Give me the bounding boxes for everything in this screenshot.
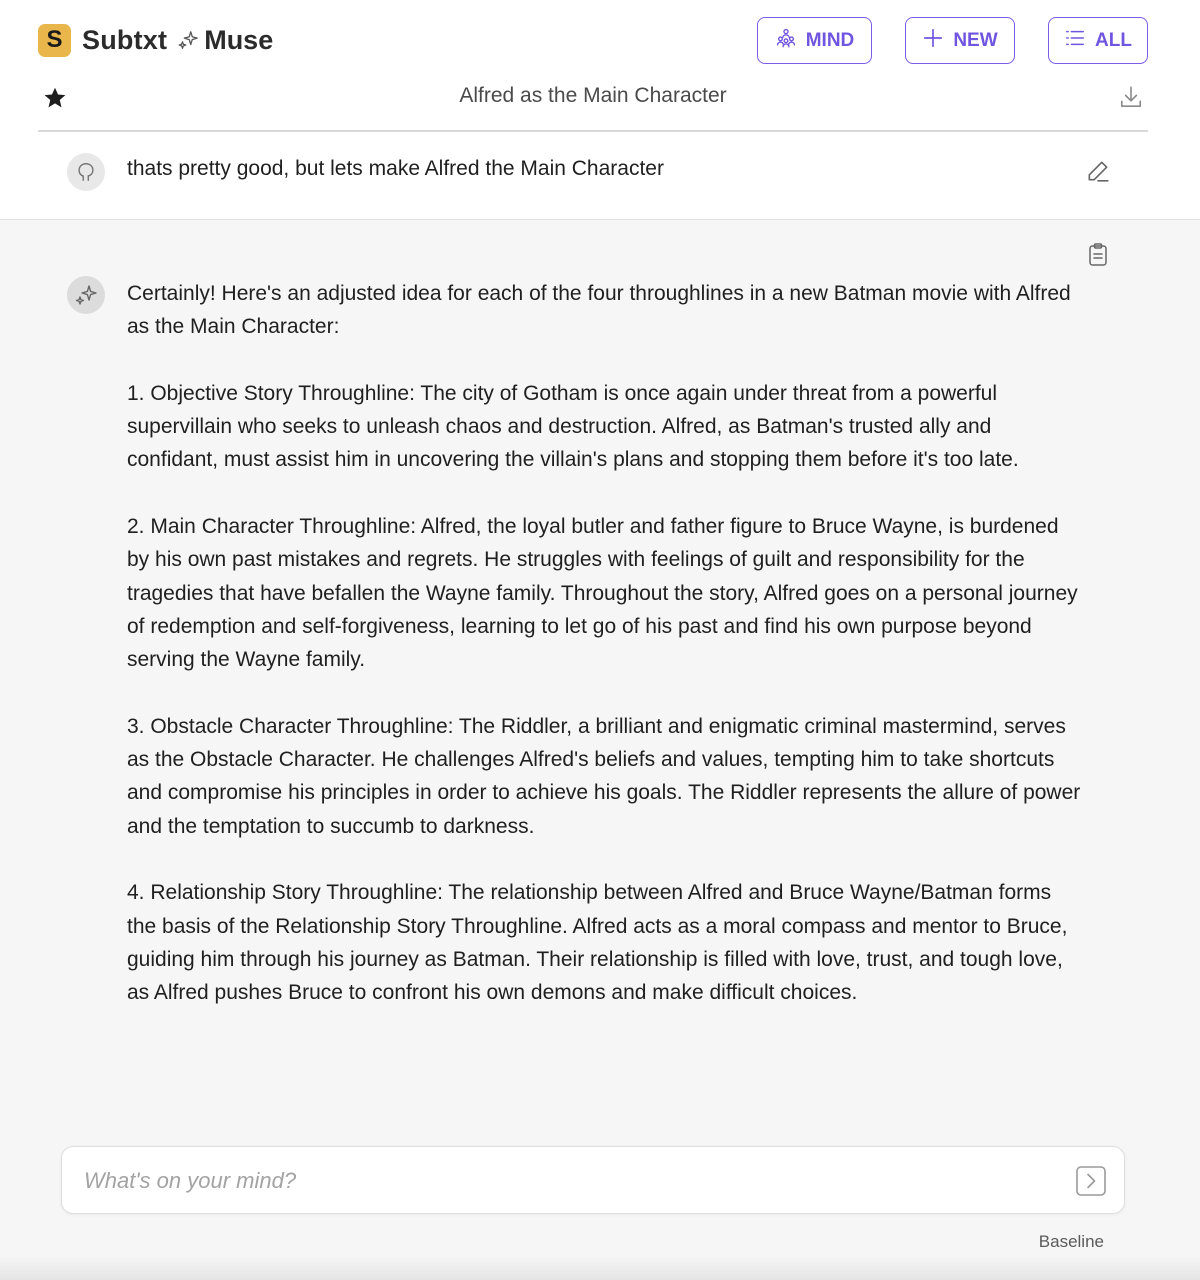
composer xyxy=(61,1146,1125,1214)
assistant-paragraph: 3. Obstacle Character Throughline: The Riddler, a brilliant and enigmatic criminal mastermind, serves as the Obstacle Character. He challenges Alfred's beliefs and values, tempting him to take shortcuts and compromise his principles in order to achieve his goals. The Riddler represents the allure of power and the temptation to succumb to darkness. xyxy=(127,714,1081,838)
divider xyxy=(38,130,1148,132)
assistant-message xyxy=(127,277,1082,1010)
list-icon xyxy=(1064,27,1086,55)
app-logo[interactable] xyxy=(38,24,273,56)
assistant-avatar-icon xyxy=(67,276,105,314)
assistant-paragraph: 4. Relationship Story Throughline: The relationship between Alfred and Bruce Wayne/Batman forms the basis of the Relationship Story Throughline. Alfred acts as a moral compass and mentor to Bruce, guiding him through his journey as Batman. Their relationship is filled with love, trust, and tough love, as Alfred pushes Bruce to confront his own demons and make difficult choices. xyxy=(127,881,1068,1005)
product-name: Muse xyxy=(204,24,274,55)
model-label: Baseline xyxy=(1038,1232,1104,1251)
assistant-paragraph: Certainly! Here's an adjusted idea for each of the four throughlines in a new Batman movie with Alfred as the Main Character: xyxy=(127,282,1071,339)
new-button[interactable] xyxy=(905,17,1015,64)
assistant-paragraph: 2. Main Character Throughline: Alfred, the loyal butler and father figure to Bruce Wayne, is burdened by his own past mistakes and regrets. He struggles with feelings of guilt and responsibility for the tragedies that have befallen the Wayne family. Throughout the story, Alfred goes on a personal journey of redemption and self-forgiveness, learning to let go of his past and find his own purpose beyond serving the Wayne family. xyxy=(127,515,1078,672)
mind-button[interactable] xyxy=(757,17,872,64)
mind-button-label: MIND xyxy=(805,29,855,51)
all-button-label: ALL xyxy=(1095,29,1132,51)
assistant-paragraph: 1. Objective Story Throughline: The city of Gotham is once again under threat from a powerful supervillain who seeks to unleash chaos and destruction. Alfred, as Batman's trusted ally and confidant, must assist him in uncovering the villain's plans and stopping them before it's too late. xyxy=(127,381,1019,472)
send-icon[interactable] xyxy=(1075,1165,1107,1202)
user-avatar-icon xyxy=(67,153,105,191)
sparkle-icon xyxy=(177,29,199,51)
message-input[interactable] xyxy=(84,1159,1044,1203)
star-icon[interactable] xyxy=(42,85,68,116)
bottom-fade xyxy=(0,1256,1200,1280)
new-button-label: NEW xyxy=(953,29,998,51)
download-icon[interactable] xyxy=(1118,84,1144,115)
user-message: thats pretty good, but lets make Alfred the Main Character xyxy=(127,157,664,180)
plus-icon xyxy=(922,27,944,55)
subtxt-logo-icon: S xyxy=(38,24,71,57)
header xyxy=(0,0,1200,220)
clipboard-icon[interactable] xyxy=(1086,242,1110,273)
pencil-icon[interactable] xyxy=(1085,158,1111,189)
conversation-title: Alfred as the Main Character xyxy=(459,84,727,107)
brand-name: Subtxt xyxy=(82,24,168,55)
all-button[interactable] xyxy=(1048,17,1148,64)
people-group-icon xyxy=(775,27,797,55)
